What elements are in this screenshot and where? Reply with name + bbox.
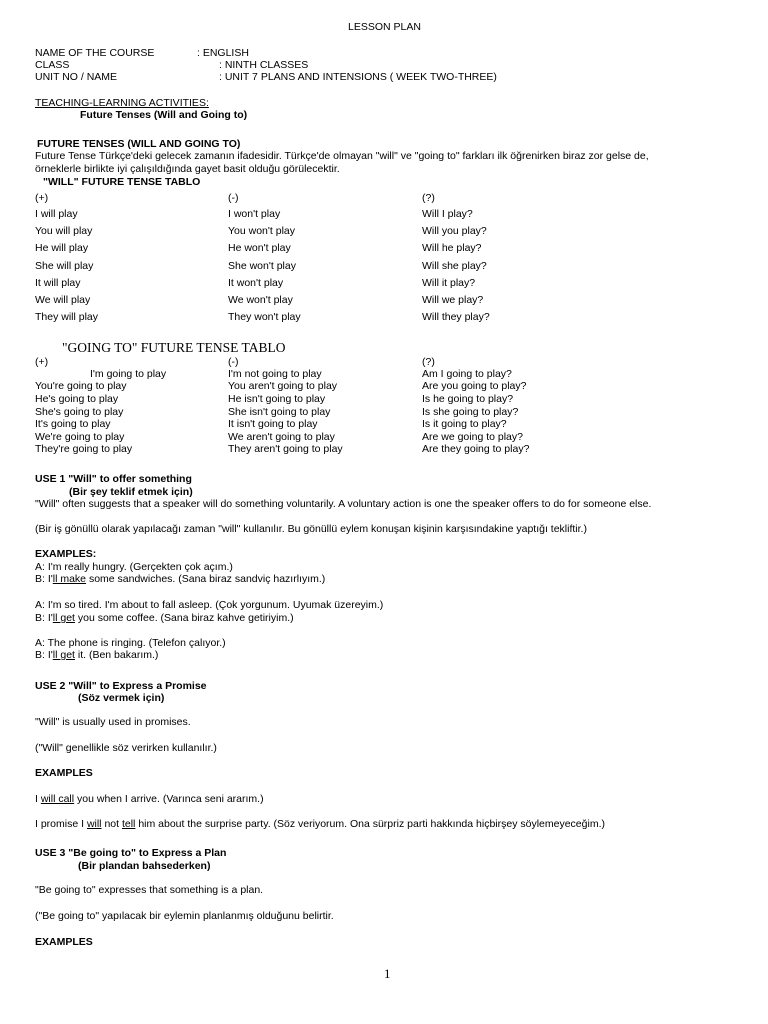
course-name-value: : ENGLISH <box>197 47 249 59</box>
use2-subheading: (Söz vermek için) <box>78 692 165 704</box>
use3-examples-label: EXAMPLES <box>35 936 93 948</box>
use1-example3-a: A: The phone is ringing. (Telefon çalıyor.) <box>35 637 226 649</box>
unit-label: UNIT NO / NAME <box>35 71 118 83</box>
going-cell-negative: He isn't going to play <box>228 393 326 405</box>
going-cell-positive: We're going to play <box>35 431 125 443</box>
class-value: : NINTH CLASSES <box>219 59 309 71</box>
page-title: LESSON PLAN <box>348 21 421 33</box>
going-cell-positive: It's going to play <box>35 418 111 430</box>
will-cell-positive: You will play <box>35 225 93 237</box>
course-name-label: NAME OF THE COURSE <box>35 47 155 59</box>
use2-examples-label: EXAMPLES <box>35 767 93 779</box>
going-header-positive: (+) <box>35 356 49 368</box>
activities-heading: TEACHING-LEARNING ACTIVITIES: <box>35 97 209 109</box>
going-cell-question: Are we going to play? <box>422 431 523 443</box>
use1-example1-b: B: I'll make some sandwiches. (Sana biraz sandviç hazırlıyım.) <box>35 573 326 585</box>
going-header-negative: (-) <box>228 356 239 368</box>
will-cell-positive: It will play <box>35 277 81 289</box>
going-cell-negative: They aren't going to play <box>228 443 343 455</box>
going-cell-question: Are they going to play? <box>422 443 530 455</box>
going-header-question: (?) <box>422 356 435 368</box>
use3-description: "Be going to" expresses that something is a plan. <box>35 884 264 896</box>
going-cell-negative: It isn't going to play <box>228 418 318 430</box>
going-cell-question: Is she going to play? <box>422 406 519 418</box>
use3-subheading: (Bir plandan bahsederken) <box>78 860 211 872</box>
use3-description-tr: ("Be going to" yapılacak bir eylemin planlanmış olduğunu belirtir. <box>35 910 334 922</box>
will-cell-negative: I won't play <box>228 208 281 220</box>
use2-example2: I promise I will not tell him about the surprise party. (Söz veriyorum. Ona sürpriz parti hakkında hiçbirşey söylemeyeceğim.) <box>35 818 605 830</box>
going-cell-negative: We aren't going to play <box>228 431 335 443</box>
underlined-verb: ll make <box>52 573 87 585</box>
will-table-title: "WILL" FUTURE TENSE TABLO <box>43 176 201 188</box>
going-to-table-title: "GOING TO" FUTURE TENSE TABLO <box>62 340 286 355</box>
will-cell-question: Will they play? <box>422 311 490 323</box>
will-cell-question: Will we play? <box>422 294 484 306</box>
will-cell-question: Will you play? <box>422 225 487 237</box>
going-cell-question: Is he going to play? <box>422 393 514 405</box>
use1-description-tr: (Bir iş gönüllü olarak yapılacağı zaman "will" kullanılır. Bu gönüllü eylem konuşan kişinin karşısındakine yaptığı tekliftir.) <box>35 523 587 535</box>
use3-heading: USE 3 "Be going to" to Express a Plan <box>35 847 227 859</box>
will-cell-question: Will I play? <box>422 208 473 220</box>
will-cell-negative: They won't play <box>228 311 301 323</box>
will-cell-question: Will he play? <box>422 242 482 254</box>
going-cell-question: Is it going to play? <box>422 418 507 430</box>
going-cell-positive: They're going to play <box>35 443 133 455</box>
will-header-positive: (+) <box>35 192 49 204</box>
going-cell-positive: She's going to play <box>35 406 124 418</box>
use1-example3-b: B: I'll get it. (Ben bakarım.) <box>35 649 159 661</box>
going-cell-positive: I'm going to play <box>90 368 167 380</box>
going-cell-question: Am I going to play? <box>422 368 512 380</box>
unit-value: : UNIT 7 PLANS AND INTENSIONS ( WEEK TWO-THREE) <box>219 71 497 83</box>
going-cell-negative: She isn't going to play <box>228 406 331 418</box>
going-cell-negative: I'm not going to play <box>228 368 322 380</box>
use1-description: "Will" often suggests that a speaker will do something voluntarily. A voluntary action is one the speaker offers to do for someone else. <box>35 498 652 510</box>
use2-description-tr: ("Will" genellikle söz verirken kullanılır.) <box>35 742 217 754</box>
will-header-negative: (-) <box>228 192 239 204</box>
going-cell-question: Are you going to play? <box>422 380 527 392</box>
underlined-verb: tell <box>121 818 136 830</box>
underlined-verb: will call <box>40 793 75 805</box>
use1-example1-a: A: I'm really hungry. (Gerçekten çok açım.) <box>35 561 233 573</box>
use1-examples-label: EXAMPLES: <box>35 548 97 560</box>
will-cell-positive: He will play <box>35 242 89 254</box>
use1-subheading: (Bir şey teklif etmek için) <box>69 486 193 498</box>
page-number: 1 <box>384 966 391 981</box>
going-cell-positive: He's going to play <box>35 393 119 405</box>
will-cell-positive: They will play <box>35 311 99 323</box>
will-cell-negative: We won't play <box>228 294 293 306</box>
underlined-verb: will <box>86 818 102 830</box>
activities-subheading: Future Tenses (Will and Going to) <box>80 109 248 121</box>
use1-heading: USE 1 "Will" to offer something <box>35 473 192 485</box>
use1-example2-a: A: I'm so tired. I'm about to fall asleep. (Çok yorgunum. Uyumak üzereyim.) <box>35 599 384 611</box>
will-cell-question: Will she play? <box>422 260 487 272</box>
use1-example2-b: B: I'll get you some coffee. (Sana biraz kahve getiriyim.) <box>35 612 294 624</box>
going-cell-negative: You aren't going to play <box>228 380 338 392</box>
will-cell-negative: He won't play <box>228 242 291 254</box>
underlined-verb: ll get <box>52 612 75 624</box>
use2-heading: USE 2 "Will" to Express a Promise <box>35 680 207 692</box>
will-cell-negative: It won't play <box>228 277 284 289</box>
class-label: CLASS <box>35 59 70 71</box>
future-tenses-heading: FUTURE TENSES (WILL AND GOING TO) <box>37 138 241 150</box>
will-cell-positive: She will play <box>35 260 94 272</box>
will-cell-positive: We will play <box>35 294 91 306</box>
will-cell-negative: She won't play <box>228 260 296 272</box>
will-header-question: (?) <box>422 192 435 204</box>
use2-example1: I will call you when I arrive. (Varınca seni ararım.) <box>35 793 264 805</box>
will-cell-question: Will it play? <box>422 277 476 289</box>
going-cell-positive: You're going to play <box>35 380 127 392</box>
use2-description: "Will" is usually used in promises. <box>35 716 191 728</box>
future-intro-line-2: örneklerle birlikte iyi çalışıldığında gayet basit olduğu görülecektir. <box>35 163 340 175</box>
future-intro-line-1: Future Tense Türkçe'deki gelecek zamanın ifadesidir. Türkçe'de olmayan "will" ve "going to" farkları ilk öğrenirken biraz zor gelse de, <box>35 150 649 162</box>
will-cell-negative: You won't play <box>228 225 295 237</box>
will-cell-positive: I will play <box>35 208 78 220</box>
underlined-verb: ll get <box>52 649 75 661</box>
